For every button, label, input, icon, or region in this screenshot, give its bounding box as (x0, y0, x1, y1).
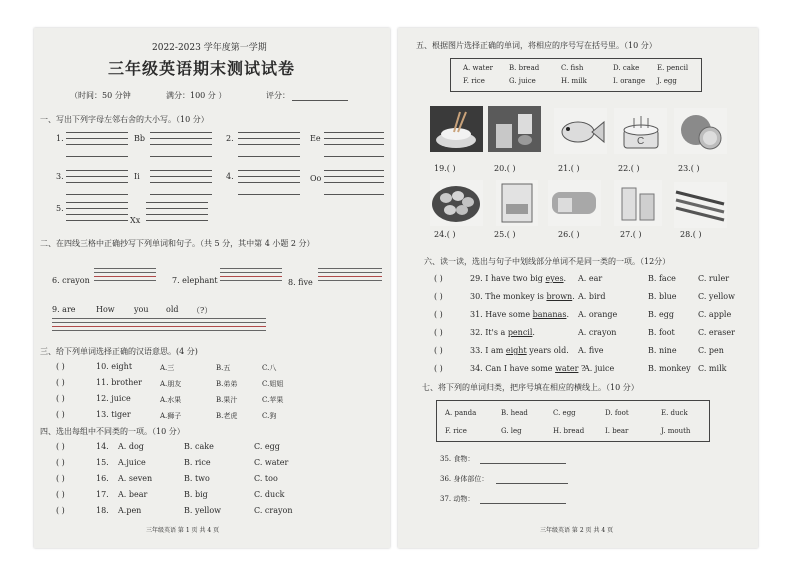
answer-paren[interactable]: ( ) (434, 364, 443, 373)
answer-paren[interactable]: 23.( ) (678, 164, 700, 173)
copy-sentence-word: （?） (192, 306, 213, 315)
option-b: B. monkey (648, 364, 691, 373)
svg-text:C: C (637, 136, 645, 147)
option-a: A. ear (578, 274, 603, 283)
answer-paren[interactable]: ( ) (56, 490, 65, 499)
exam-time: （时间：50 分钟 (70, 91, 131, 100)
question-sentence: 31. Have some bananas. (470, 310, 569, 319)
question-text: 12. juice (96, 394, 131, 403)
category-food-blank[interactable] (480, 463, 566, 464)
option-c: C.苹果 (262, 396, 284, 404)
option-a: A. bird (578, 292, 606, 301)
question-text: 10. eight (96, 362, 133, 371)
option-c: C.狗 (262, 412, 277, 420)
word-option: G. leg (501, 427, 522, 435)
option-a: A.狮子 (160, 412, 182, 420)
answer-paren[interactable]: ( ) (56, 394, 65, 403)
exam-score-label: 评分： (266, 91, 290, 100)
word-option: E. duck (661, 409, 688, 417)
letter-oo: Oo (310, 174, 322, 183)
word-option: B. head (501, 409, 528, 417)
option-b: B.老虎 (216, 412, 238, 420)
answer-paren[interactable]: 25.( ) (494, 230, 516, 239)
answer-paren[interactable]: ( ) (56, 378, 65, 387)
option-b: B. face (648, 274, 676, 283)
option-b: B. yellow (184, 506, 221, 515)
section-1-title: 一、写出下列字母左邻右舍的大小写。（10 分） (40, 115, 209, 124)
category-body-blank[interactable] (496, 483, 568, 484)
bread-picture (548, 180, 601, 226)
letter-ii: Ii (134, 172, 140, 181)
option-c: C.八 (262, 364, 277, 372)
answer-paren[interactable]: 28.( ) (680, 230, 702, 239)
question-number: 18. (96, 506, 109, 515)
four-line-grid-sentence[interactable] (52, 318, 266, 332)
pencils-picture (674, 182, 727, 228)
word-bank-5 (450, 58, 702, 92)
question-sentence: 32. It's a pencil. (470, 328, 535, 337)
option-b: B. two (184, 474, 210, 483)
item-number: 4. (226, 172, 234, 181)
juice-picture (488, 106, 541, 152)
option-c: C. crayon (254, 506, 293, 515)
section-7-title: 七、将下列的单词归类，把序号填在相应的横线上。（10 分） (422, 383, 639, 392)
section-6-title: 六、读一读，选出与句子中划线部分单词不是同一类的一项。（12分） (424, 257, 671, 266)
option-a: A.juice (118, 458, 146, 467)
option-b: B. nine (648, 346, 677, 355)
word-option: E. pencil (657, 64, 689, 72)
option-b: B.五 (216, 364, 231, 372)
option-b: B. big (184, 490, 208, 499)
copy-word-five: 8. five (288, 278, 313, 287)
option-a: A.三 (160, 364, 175, 372)
option-c: C. too (254, 474, 278, 483)
word-option: A. panda (445, 409, 477, 417)
answer-paren[interactable]: 21.( ) (558, 164, 580, 173)
option-b: B. rice (184, 458, 211, 467)
word-option: H. milk (561, 77, 587, 85)
answer-paren[interactable]: ( ) (56, 474, 65, 483)
exam-full-score: 满分：100 分 ） (166, 91, 227, 100)
word-option: I. bear (605, 427, 629, 435)
option-b: B.弟弟 (216, 380, 238, 388)
option-c: C.姐姐 (262, 380, 284, 388)
score-blank[interactable] (292, 100, 348, 101)
page-footer: 三年级英语 第 2 页 共 4 页 (540, 527, 614, 534)
word-option: G. juice (509, 77, 536, 85)
eggs-picture (430, 180, 483, 226)
four-line-grid[interactable] (94, 268, 156, 282)
question-number: 16. (96, 474, 109, 483)
section-2-title: 二、在四线三格中正确抄写下列单词和句子。（共 5 分，其中第 4 小题 2 分） (40, 239, 315, 248)
category-animal-blank[interactable] (480, 503, 566, 504)
question-sentence: 30. The monkey is brown. (470, 292, 575, 301)
word-option: J. egg (657, 77, 677, 85)
option-a: A.pen (118, 506, 142, 515)
option-b: B. cake (184, 442, 214, 451)
copy-sentence-word: 9. are (52, 305, 76, 314)
answer-paren[interactable]: ( ) (434, 346, 443, 355)
option-a: A. five (578, 346, 604, 355)
option-a: A.朋友 (160, 380, 182, 388)
letter-bb: Bb (134, 134, 145, 143)
water-picture (614, 180, 662, 226)
option-c: C. egg (254, 442, 280, 451)
section-4-title: 四、选出每组中不同类的一项。（10 分） (40, 427, 185, 436)
answer-paren[interactable]: ( ) (434, 292, 443, 301)
option-c: C. apple (698, 310, 732, 319)
letter-xx: Xx (130, 216, 141, 225)
option-a: A.水果 (160, 396, 182, 404)
item-number: 3. (56, 172, 64, 181)
page-footer: 三年级英语 第 1 页 共 4 页 (146, 527, 220, 534)
word-option: A. water (463, 64, 493, 72)
rice-bowl-picture (430, 106, 483, 152)
word-option: J. mouth (661, 427, 691, 435)
section-5-title: 五、根据图片选择正确的单词，将相应的序号写在括号里。（10 分） (416, 41, 657, 50)
option-c: C. duck (254, 490, 285, 499)
word-option: C. egg (553, 409, 576, 417)
question-sentence: 29. I have two big eyes. (470, 274, 567, 283)
option-a: A. dog (118, 442, 144, 451)
option-b: B. foot (648, 328, 675, 337)
answer-paren[interactable]: 20.( ) (494, 164, 516, 173)
question-text: 13. tiger (96, 410, 131, 419)
option-b: B. blue (648, 292, 677, 301)
answer-paren[interactable]: 22.( ) (618, 164, 640, 173)
section-3-title: 三、给下列单词选择正确的汉语意思。(4 分) (40, 347, 198, 356)
category-food-label: 35. 食物： (440, 455, 475, 463)
answer-paren[interactable]: 26.( ) (558, 230, 580, 239)
word-bank-7 (436, 400, 710, 442)
option-a: A. seven (118, 474, 153, 483)
four-line-grid[interactable] (220, 268, 282, 282)
letter-ee: Ee (310, 134, 321, 143)
option-c: C. ruler (698, 274, 730, 283)
copy-sentence-word: you (134, 305, 149, 314)
orange-picture (674, 108, 727, 154)
copy-word-crayon: 6. crayon (52, 276, 90, 285)
exam-title: 三年级英语期末测试试卷 (108, 59, 296, 78)
milk-picture (496, 180, 538, 226)
option-a: A. bear (118, 490, 148, 499)
word-option: D. foot (605, 409, 629, 417)
option-c: C. pen (698, 346, 724, 355)
answer-paren[interactable]: ( ) (434, 274, 443, 283)
word-option: D. cake (613, 64, 640, 72)
answer-paren[interactable]: ( ) (434, 328, 443, 337)
exam-page-1 (34, 28, 390, 548)
copy-sentence-word: How (96, 305, 115, 314)
answer-paren[interactable]: 27.( ) (620, 230, 642, 239)
option-c: C. yellow (698, 292, 735, 301)
four-line-grid[interactable] (318, 268, 382, 282)
answer-paren[interactable]: 24.( ) (434, 230, 456, 239)
word-option: F. rice (445, 427, 467, 435)
cake-picture (614, 108, 667, 154)
option-a: A. orange (578, 310, 618, 319)
question-text: 11. brother (96, 378, 142, 387)
question-number: 17. (96, 490, 109, 499)
category-animal-label: 37. 动物： (440, 495, 475, 503)
option-b: B. egg (648, 310, 674, 319)
question-number: 15. (96, 458, 109, 467)
item-number: 2. (226, 134, 234, 143)
copy-sentence-word: old (166, 305, 179, 314)
option-b: B.果汁 (216, 396, 238, 404)
answer-paren[interactable]: 19.( ) (434, 164, 456, 173)
answer-paren[interactable]: ( ) (56, 458, 65, 467)
question-sentence: 34. Can I have some water ? (470, 364, 586, 373)
option-c: C. eraser (698, 328, 735, 337)
item-number: 1. (56, 134, 64, 143)
category-body-label: 36. 身体部位： (440, 475, 489, 483)
copy-word-elephant: 7. elephant (172, 276, 218, 285)
answer-paren[interactable]: ( ) (56, 410, 65, 419)
answer-paren[interactable]: ( ) (56, 362, 65, 371)
option-a: A. juice (584, 364, 615, 373)
item-number: 5. (56, 204, 64, 213)
answer-paren[interactable]: ( ) (434, 310, 443, 319)
word-option: H. bread (553, 427, 585, 435)
school-year: 2022-2023 学年度第一学期 (152, 43, 267, 53)
option-c: C. milk (698, 364, 727, 373)
option-a: A. crayon (578, 328, 617, 337)
answer-paren[interactable]: ( ) (56, 506, 65, 515)
option-c: C. water (254, 458, 289, 467)
exam-page-2 (398, 28, 758, 548)
word-option: C. fish (561, 64, 584, 72)
question-number: 14. (96, 442, 109, 451)
word-option: I. orange (613, 77, 646, 85)
question-sentence: 33. I am eight years old. (470, 346, 569, 355)
word-option: B. bread (509, 64, 540, 72)
word-option: F. rice (463, 77, 485, 85)
fish-picture (554, 108, 607, 154)
answer-paren[interactable]: ( ) (56, 442, 65, 451)
